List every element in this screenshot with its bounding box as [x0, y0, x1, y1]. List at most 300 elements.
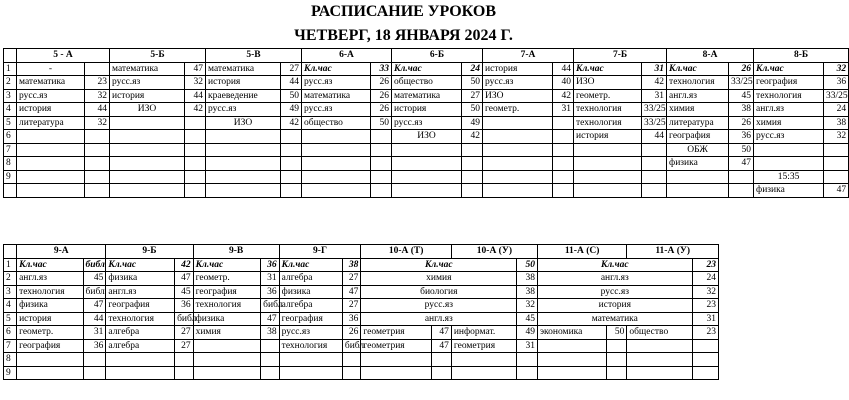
subject-cell: [193, 339, 261, 353]
subject-cell: история: [206, 76, 281, 90]
subject-cell-11: математика: [537, 312, 692, 326]
subject-cell: [392, 184, 462, 198]
row-number-header: [4, 245, 17, 259]
room-cell: [85, 62, 110, 76]
room-cell: 38: [824, 116, 849, 130]
room-cell: 50: [606, 326, 627, 340]
lesson-number: [4, 184, 17, 198]
room-cell: 26: [371, 76, 392, 90]
subject-cell: технология: [574, 103, 642, 117]
room-cell-10: 32: [517, 299, 538, 313]
room-cell: [371, 143, 392, 157]
subject-cell: [574, 143, 642, 157]
subject-cell: русс.яз: [279, 326, 342, 340]
subject-cell: география: [754, 76, 824, 90]
room-cell: 26: [729, 62, 754, 76]
subject-cell: [17, 170, 85, 184]
subject-cell: [392, 143, 462, 157]
subject-cell: ИЗО: [483, 89, 553, 103]
subject-cell: технология: [193, 299, 261, 313]
page-title: РАСПИСАНИЕ УРОКОВ: [311, 3, 496, 20]
room-cell: [281, 143, 302, 157]
table-row: [4, 184, 849, 198]
table-row: [4, 89, 849, 103]
class-header: 10-А (У): [451, 245, 537, 259]
room-cell: 38: [729, 103, 754, 117]
room-cell: 45: [175, 285, 194, 299]
subject-cell: [392, 170, 462, 184]
subject-cell: история: [392, 103, 462, 117]
room-cell: [553, 143, 574, 157]
room-cell: 27: [175, 326, 194, 340]
subject-cell: Кл.час: [17, 258, 83, 272]
subject-cell-11: русс.яз: [537, 285, 692, 299]
subject-cell: ИЗО: [206, 116, 281, 130]
room-cell: 47: [261, 312, 280, 326]
table-row: [4, 62, 849, 76]
subject-cell: физика: [754, 184, 824, 198]
room-cell: [729, 184, 754, 198]
subject-cell: география: [106, 299, 175, 313]
subject-cell: технология: [754, 89, 824, 103]
subject-cell: физика: [106, 272, 175, 286]
room-cell: 42: [642, 76, 667, 90]
room-cell: [824, 170, 849, 184]
subject-cell: краеведение: [206, 89, 281, 103]
subject-cell: [483, 170, 553, 184]
subject-cell: геометр.: [574, 89, 642, 103]
room-cell: [185, 143, 206, 157]
subject-cell: [574, 184, 642, 198]
subject-cell: [483, 130, 553, 144]
subject-cell: ИЗО: [392, 130, 462, 144]
subject-cell: экономика: [537, 326, 606, 340]
room-cell: 27: [342, 299, 361, 313]
room-cell: 50: [462, 103, 483, 117]
room-cell: 42: [175, 258, 194, 272]
subject-cell: Кл.час: [106, 258, 175, 272]
room-cell: 42: [462, 130, 483, 144]
room-cell: [642, 157, 667, 171]
table-row: [4, 116, 849, 130]
lesson-number: 5: [4, 116, 17, 130]
subject-cell: [302, 157, 371, 171]
room-cell: [729, 170, 754, 184]
room-cell: 26: [371, 89, 392, 103]
room-cell: 36: [729, 130, 754, 144]
subject-cell: математика: [206, 62, 281, 76]
lesson-number: 2: [4, 272, 17, 286]
room-cell-11: 32: [692, 285, 718, 299]
table-row: [4, 339, 719, 353]
table-row: [4, 157, 849, 171]
room-cell-11: 24: [692, 272, 718, 286]
room-cell: 33/25: [642, 103, 667, 117]
subject-cell: технология: [667, 76, 729, 90]
room-cell: 32: [85, 116, 110, 130]
lesson-number: 8: [4, 157, 17, 171]
subject-cell: [392, 157, 462, 171]
subject-cell: русс.яз: [206, 103, 281, 117]
subject-cell: [483, 184, 553, 198]
room-cell: 33: [371, 62, 392, 76]
subject-cell: история: [574, 130, 642, 144]
subject-cell: англ.яз: [754, 103, 824, 117]
lesson-number: 6: [4, 326, 17, 340]
lesson-number: 2: [4, 76, 17, 90]
room-cell: 40: [553, 76, 574, 90]
room-cell: 47: [824, 184, 849, 198]
table-row: [4, 285, 719, 299]
room-cell: [281, 130, 302, 144]
subject-cell: общество: [392, 76, 462, 90]
subject-cell: алгебра: [279, 272, 342, 286]
subject-cell: ИЗО: [110, 103, 185, 117]
subject-cell: [110, 170, 185, 184]
room-cell-11: 23: [692, 258, 718, 272]
class-header: 9-А: [17, 245, 106, 259]
room-cell: [281, 170, 302, 184]
table-row: [4, 103, 849, 117]
subject-cell: [206, 130, 281, 144]
room-cell: [824, 157, 849, 171]
subject-cell: литература: [667, 116, 729, 130]
room-cell-10: 38: [517, 272, 538, 286]
room-cell: 44: [185, 89, 206, 103]
subject-cell: география: [17, 339, 83, 353]
room-cell: 47: [432, 339, 452, 353]
subject-cell: физика: [279, 285, 342, 299]
table-row: [4, 258, 719, 272]
room-cell: 42: [553, 89, 574, 103]
subject-cell: [302, 143, 371, 157]
subject-cell: Кл.час: [574, 62, 642, 76]
room-cell-10: 45: [517, 312, 538, 326]
subject-cell: [206, 184, 281, 198]
subject-cell: технология: [574, 116, 642, 130]
room-cell: 26: [729, 116, 754, 130]
room-cell: 36: [261, 258, 280, 272]
room-cell: 32: [824, 62, 849, 76]
subject-cell: история: [17, 103, 85, 117]
subject-cell: Кл.час: [279, 258, 342, 272]
room-cell: [85, 184, 110, 198]
room-cell: 47: [342, 285, 361, 299]
room-cell: [553, 170, 574, 184]
room-cell: 31: [261, 272, 280, 286]
lesson-number: 9: [4, 170, 17, 184]
lesson-number: 9: [4, 366, 17, 380]
subject-cell: география: [279, 312, 342, 326]
room-cell: [371, 170, 392, 184]
room-cell: [462, 170, 483, 184]
subject-cell: 15:35: [754, 170, 824, 184]
subject-cell: русс.яз: [110, 76, 185, 90]
subject-cell: русс.яз: [392, 116, 462, 130]
room-cell: [85, 130, 110, 144]
room-cell: 42: [281, 116, 302, 130]
page-subtitle: ЧЕТВЕРГ, 18 ЯНВАРЯ 2024 Г.: [294, 27, 513, 44]
room-cell: библ: [342, 339, 361, 353]
subject-cell-11: англ.яз: [537, 272, 692, 286]
subject-cell: геометрия: [361, 326, 432, 340]
room-cell: [185, 130, 206, 144]
subject-cell-11: история: [537, 299, 692, 313]
lesson-number: 7: [4, 339, 17, 353]
lesson-number: 3: [4, 285, 17, 299]
room-cell: 44: [83, 312, 106, 326]
subject-cell: математика: [110, 62, 185, 76]
subject-cell: химия: [667, 103, 729, 117]
table-row: [4, 326, 719, 340]
subject-cell: технология: [106, 312, 175, 326]
room-cell: 23: [85, 76, 110, 90]
room-cell: 32: [85, 89, 110, 103]
room-cell: 50: [281, 89, 302, 103]
room-cell: 33/25: [824, 89, 849, 103]
room-cell: 49: [517, 326, 538, 340]
room-cell: 24: [462, 62, 483, 76]
subject-cell: [110, 184, 185, 198]
class-header: 11-А (С): [537, 245, 626, 259]
room-cell: 44: [281, 76, 302, 90]
room-cell-11: 23: [692, 299, 718, 313]
subject-cell: геометрия: [451, 339, 516, 353]
class-header: 8-А: [667, 49, 754, 63]
class-header: 5 - А: [17, 49, 110, 63]
room-cell: [281, 184, 302, 198]
room-cell: 47: [185, 62, 206, 76]
subject-cell: [206, 170, 281, 184]
room-cell: [185, 116, 206, 130]
subject-cell-10: биология: [361, 285, 517, 299]
subject-cell: алгебра: [279, 299, 342, 313]
subject-cell: литература: [17, 116, 85, 130]
class-header: 6-Б: [392, 49, 483, 63]
room-cell: 38: [261, 326, 280, 340]
class-header: 7-А: [483, 49, 574, 63]
room-cell: [185, 157, 206, 171]
room-cell-11: 31: [692, 312, 718, 326]
class-header: 5-Б: [110, 49, 206, 63]
room-cell: 47: [729, 157, 754, 171]
room-cell: [642, 184, 667, 198]
subject-cell: история: [17, 312, 83, 326]
subject-cell: ОБЖ: [667, 143, 729, 157]
header-row: [4, 245, 719, 259]
subject-cell: [302, 130, 371, 144]
subject-cell: [206, 143, 281, 157]
class-header: 9-Г: [279, 245, 361, 259]
lesson-number: 6: [4, 130, 17, 144]
subject-cell: физика: [667, 157, 729, 171]
room-cell: библ: [83, 258, 106, 272]
subject-cell: русс.яз: [17, 89, 85, 103]
subject-cell: [574, 170, 642, 184]
room-cell: 26: [371, 103, 392, 117]
subject-cell: история: [483, 62, 553, 76]
room-cell: [462, 143, 483, 157]
subject-cell: физика: [193, 312, 261, 326]
room-cell: 33/25: [729, 76, 754, 90]
table-row: [4, 299, 719, 313]
room-cell: [553, 116, 574, 130]
room-cell: 44: [553, 62, 574, 76]
room-cell: 27: [175, 339, 194, 353]
lesson-number: 7: [4, 143, 17, 157]
room-cell: [553, 130, 574, 144]
room-cell: [553, 184, 574, 198]
subject-cell: [206, 157, 281, 171]
subject-cell: русс.яз: [302, 103, 371, 117]
table-row: [4, 143, 849, 157]
room-cell: [185, 184, 206, 198]
subject-cell-10: англ.яз: [361, 312, 517, 326]
room-cell: 47: [175, 272, 194, 286]
subject-cell: -: [17, 62, 85, 76]
subject-cell: химия: [193, 326, 261, 340]
table-row: [4, 353, 719, 367]
class-header: 9-В: [193, 245, 279, 259]
room-cell: 50: [371, 116, 392, 130]
table-row: [4, 366, 719, 380]
room-cell: библ: [175, 312, 194, 326]
room-cell-10: 50: [517, 258, 538, 272]
room-cell: [185, 170, 206, 184]
subject-cell: русс.яз: [302, 76, 371, 90]
room-cell: 31: [642, 62, 667, 76]
room-cell: 36: [83, 339, 106, 353]
room-cell: 50: [462, 76, 483, 90]
room-cell-10: 38: [517, 285, 538, 299]
subject-cell: [110, 143, 185, 157]
room-cell: 24: [824, 103, 849, 117]
table-row: [4, 312, 719, 326]
room-cell: 27: [462, 89, 483, 103]
subject-cell: математика: [392, 89, 462, 103]
room-cell: 23: [692, 326, 718, 340]
subject-cell: технология: [279, 339, 342, 353]
room-cell: 27: [342, 272, 361, 286]
subject-cell: [110, 157, 185, 171]
lesson-number: 8: [4, 353, 17, 367]
room-cell: [371, 130, 392, 144]
subject-cell-10: химия: [361, 272, 517, 286]
room-cell: 38: [342, 258, 361, 272]
lesson-number: 4: [4, 299, 17, 313]
subject-cell: [754, 143, 824, 157]
subject-cell: [483, 116, 553, 130]
subject-cell: общество: [627, 326, 692, 340]
subject-cell: Кл.час: [193, 258, 261, 272]
subject-cell: алгебра: [106, 326, 175, 340]
subject-cell: геометрия: [361, 339, 432, 353]
table-row: [4, 272, 719, 286]
room-cell: 44: [85, 103, 110, 117]
subject-cell: [483, 157, 553, 171]
subject-cell: русс.яз: [483, 76, 553, 90]
room-cell: 27: [281, 62, 302, 76]
subject-cell: математика: [17, 76, 85, 90]
subject-cell: [110, 130, 185, 144]
subject-cell: [667, 170, 729, 184]
room-cell: [261, 339, 280, 353]
room-cell: 49: [281, 103, 302, 117]
subject-cell: [574, 157, 642, 171]
room-cell: [642, 143, 667, 157]
subject-cell: геометр.: [193, 272, 261, 286]
subject-cell: география: [193, 285, 261, 299]
room-cell: [371, 184, 392, 198]
subject-cell: Кл.час: [302, 62, 371, 76]
room-cell: [553, 157, 574, 171]
room-cell: 36: [824, 76, 849, 90]
class-header: 8-Б: [754, 49, 849, 63]
subject-cell: [17, 157, 85, 171]
room-cell: 49: [462, 116, 483, 130]
subject-cell: ИЗО: [574, 76, 642, 90]
subject-cell-11: Кл.час: [537, 258, 692, 272]
subject-cell: алгебра: [106, 339, 175, 353]
room-cell: 31: [517, 339, 538, 353]
table-row: [4, 76, 849, 90]
room-cell: 50: [729, 143, 754, 157]
lesson-number: 5: [4, 312, 17, 326]
room-cell: [85, 170, 110, 184]
lesson-number: 1: [4, 258, 17, 272]
table-row: [4, 130, 849, 144]
room-cell: 31: [83, 326, 106, 340]
subject-cell: [302, 170, 371, 184]
room-cell: 31: [642, 89, 667, 103]
room-cell: библ: [83, 285, 106, 299]
room-cell: 36: [175, 299, 194, 313]
subject-cell-10: Кл.час: [361, 258, 517, 272]
subject-cell: [17, 130, 85, 144]
room-cell: 45: [729, 89, 754, 103]
room-cell: 32: [185, 76, 206, 90]
subject-cell: [667, 184, 729, 198]
subject-cell: Кл.час: [754, 62, 824, 76]
row-number-header: [4, 49, 17, 63]
room-cell: [371, 157, 392, 171]
table-row: [4, 170, 849, 184]
subject-cell: история: [110, 89, 185, 103]
subject-cell: Кл.час: [667, 62, 729, 76]
schedule-table-bottom: [3, 244, 719, 380]
subject-cell: англ.яз: [106, 285, 175, 299]
header-row: [4, 49, 849, 63]
room-cell: 32: [824, 130, 849, 144]
class-header: 5-В: [206, 49, 302, 63]
subject-cell: технология: [17, 285, 83, 299]
room-cell: 36: [261, 285, 280, 299]
class-header: 7-Б: [574, 49, 667, 63]
class-header: 6-А: [302, 49, 392, 63]
room-cell: 26: [342, 326, 361, 340]
room-cell: [642, 170, 667, 184]
subject-cell: [754, 157, 824, 171]
schedule-table-top: [3, 48, 849, 198]
lesson-number: 4: [4, 103, 17, 117]
room-cell: 44: [642, 130, 667, 144]
subject-cell: [483, 143, 553, 157]
subject-cell: [17, 184, 85, 198]
room-cell: [85, 157, 110, 171]
room-cell: 47: [432, 326, 452, 340]
subject-cell: [110, 116, 185, 130]
room-cell: 47: [83, 299, 106, 313]
